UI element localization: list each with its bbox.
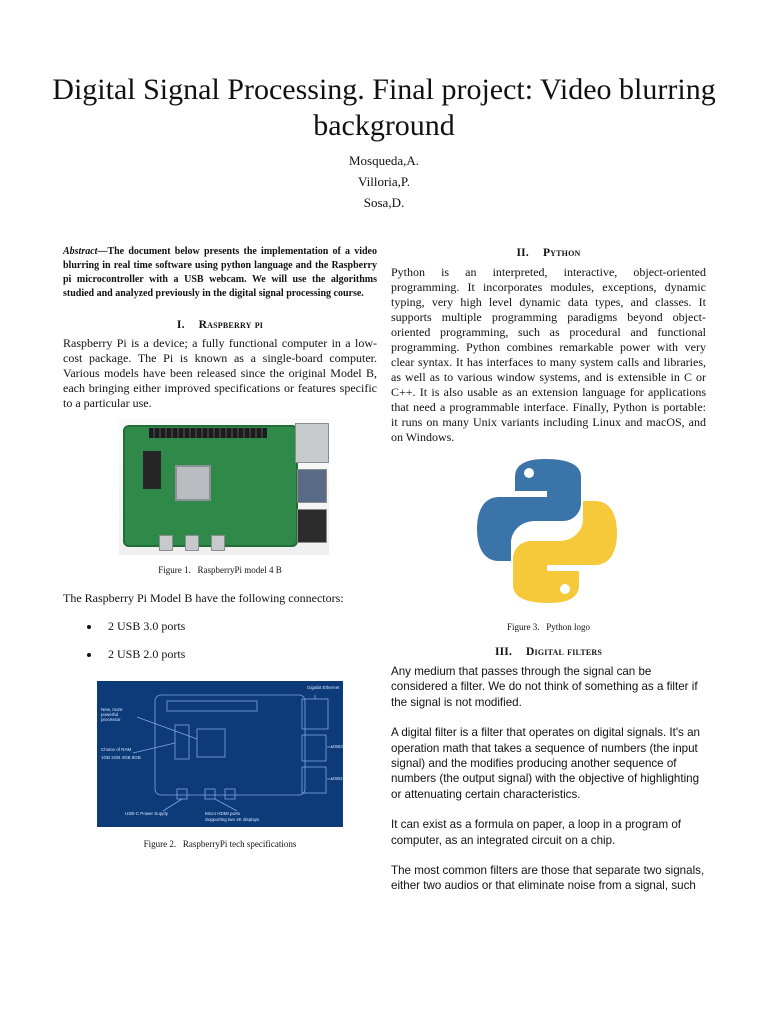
pcb-board xyxy=(123,425,298,547)
figure-caption-text: RaspberryPi tech specifications xyxy=(182,839,297,849)
figure-caption xyxy=(63,839,377,849)
abstract-text: The document below presents the implementation of a video blurring in real time software using python language and the Raspberry pi microcontroller with a USB webcam. We will use the algorithms studied and analyzed previously in the digital signal processing course. xyxy=(63,246,377,299)
label-usb2: USB2 xyxy=(331,776,343,781)
label-hdmi: Micro HDMI ports xyxy=(205,811,241,816)
label-hdmi-note: Supporting two 4K displays xyxy=(205,817,260,822)
processor-chip xyxy=(175,465,211,501)
author-list xyxy=(0,150,768,213)
figure-caption xyxy=(63,565,377,575)
section-number: I. xyxy=(176,319,185,331)
section-number: II. xyxy=(516,247,529,259)
label-ram: Choice of RAM xyxy=(101,747,132,752)
figure-label: Figure 1. xyxy=(158,565,191,575)
left-column xyxy=(63,245,377,849)
figure-label: Figure 3. xyxy=(506,622,540,632)
section-number: III. xyxy=(494,646,513,658)
author: Villoria,P. xyxy=(358,174,410,189)
author: Sosa,D. xyxy=(363,195,405,210)
paragraph: Any medium that passes through the signal can be considered a filter. We do not think of something as a filter if the signal is not modified. xyxy=(391,665,698,709)
paragraph: It can exist as a formula on paper, a loop in a program of computer, as an integrated circuit on a chip. xyxy=(391,818,682,847)
paragraph: Raspberry Pi is a device; a fully functional computer in a low-cost package. The Pi is known as a single-board computer. Various models have been released since the original Model B, each bringing either improved specifications or features specific to a particular use. xyxy=(63,336,377,410)
raspberry-pi-spec-diagram xyxy=(97,681,343,827)
usb-c-port xyxy=(159,535,173,551)
list-item: 2 USB 2.0 ports xyxy=(63,647,377,675)
label-power: USB-C Power Supply xyxy=(125,811,169,816)
section-title: Raspberry pi xyxy=(198,319,264,331)
python-logo-yellow-eye xyxy=(560,584,570,594)
list-item: 2 USB 3.0 ports xyxy=(63,619,377,647)
gpio-header xyxy=(149,428,267,438)
abstract xyxy=(63,245,377,301)
python-logo xyxy=(477,455,617,607)
paper-title: Digital Signal Processing. Final project: Video blurring background xyxy=(52,73,716,142)
micro-hdmi-port xyxy=(185,535,199,551)
abstract-dash: — xyxy=(97,246,108,257)
connectors-intro: The Raspberry Pi Model B have the following connectors: xyxy=(63,591,344,605)
section-heading-python xyxy=(391,247,706,259)
blueprint-drawing xyxy=(97,681,343,827)
paragraph: The most common filters are those that separate two signals, either two audios or that eliminate noise from a signal, such xyxy=(391,864,705,893)
figure-caption xyxy=(391,622,706,632)
python-logo-blue-eye xyxy=(524,468,534,478)
usb2-port xyxy=(297,509,327,543)
connector-list xyxy=(63,619,377,675)
figure-label: Figure 2. xyxy=(143,839,177,849)
section-title: Python xyxy=(542,247,581,259)
paragraph: Python is an interpreted, interactive, object-oriented programming. It incorporates modules, exceptions, dynamic typing, very high level dynamic data types, and classes. It supports multiple programming paradigms beyond object-oriented programming, such as procedural and functional programming. Python combines remarkable power with very clear syntax. It has interfaces to many system calls and libraries, as well as to various window systems, and is extensible in C or C++. It is also usable as an extension language for applications that need a programmable interface. Finally, Python is portable: it runs on many Unix variants including Linux and macOS, and on Windows. xyxy=(391,265,706,444)
abstract-label: Abstract xyxy=(63,246,98,257)
ram-chip xyxy=(143,451,161,489)
figure-caption-text: RaspberryPi model 4 B xyxy=(197,565,282,575)
label-processor: New, more powerful processor xyxy=(101,707,123,722)
label-ram-options: 1GB 2GB 4GB 8GB xyxy=(101,755,141,760)
ethernet-port xyxy=(295,423,329,463)
figure-caption-text: Python logo xyxy=(546,622,590,632)
paragraph: A digital filter is a filter that operates on digital signals. It's an operation math that takes a sequence of numbers (the input signal) and the modifies producing another sequence of numbers (the output signal) with the objective of highlighting or attenuating certain characteristics. xyxy=(391,726,700,801)
label-ethernet: Gigabit Ethernet xyxy=(307,685,340,690)
usb3-port xyxy=(297,469,327,503)
section-heading-raspberry xyxy=(63,319,377,331)
right-column xyxy=(391,245,706,894)
label-usb3: USB3 xyxy=(331,744,343,749)
section-title: Digital filters xyxy=(526,646,603,658)
section-heading-filters xyxy=(391,646,706,658)
micro-hdmi-port xyxy=(211,535,225,551)
raspberry-pi-board-image xyxy=(119,419,329,555)
author: Mosqueda,A. xyxy=(348,153,420,168)
